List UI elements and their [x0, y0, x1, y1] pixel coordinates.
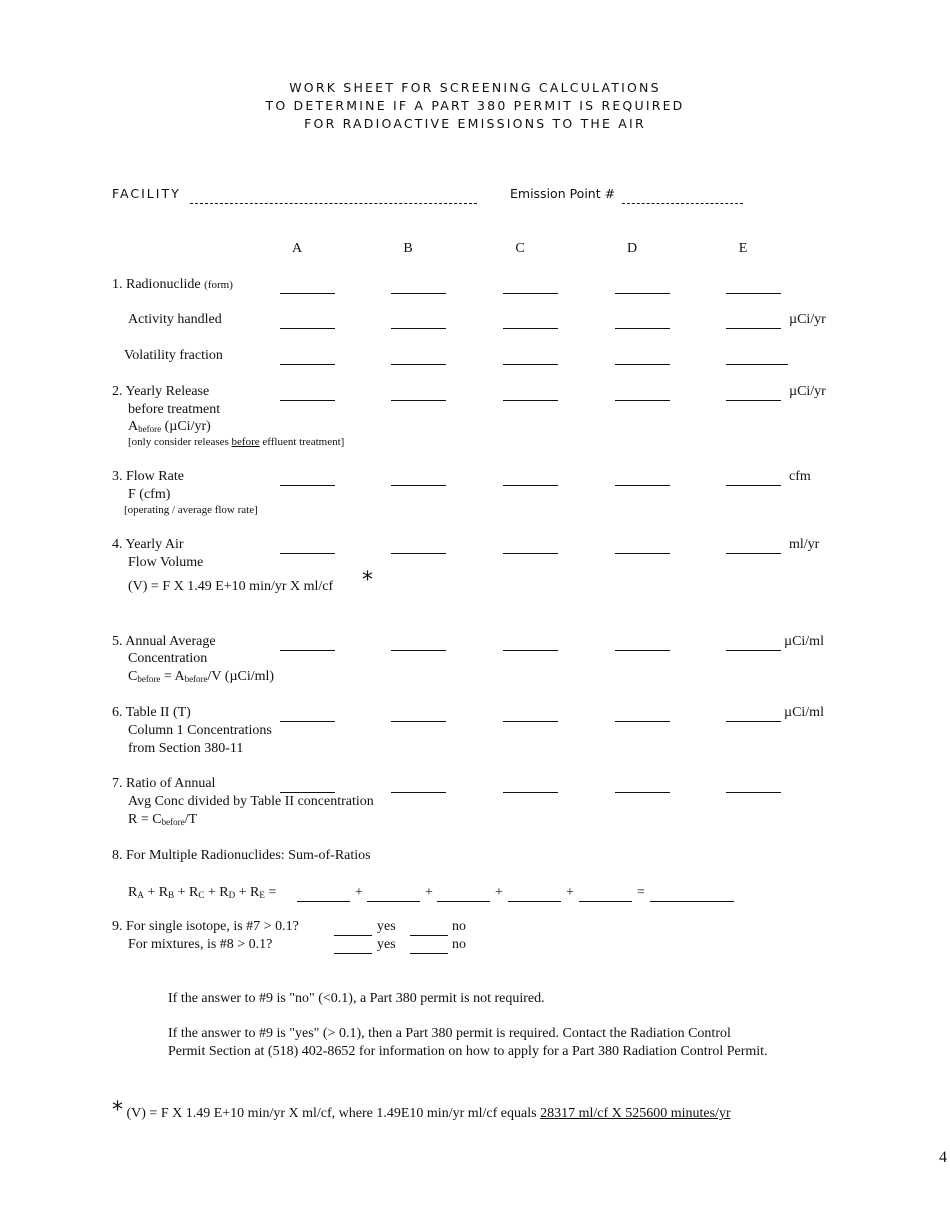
page-number: 4 — [939, 1149, 947, 1166]
row-7-field-e[interactable] — [726, 792, 781, 793]
equals-sign: = — [637, 885, 645, 900]
row-6-unit: µCi/ml — [784, 705, 824, 720]
row-1-field-a[interactable] — [280, 293, 335, 294]
volatility-field-e[interactable] — [726, 364, 788, 365]
row-1-field-d[interactable] — [615, 293, 670, 294]
row-7-field-c[interactable] — [503, 792, 558, 793]
sum-field-c[interactable] — [437, 901, 490, 902]
row-5-field-e[interactable] — [726, 650, 781, 651]
row-6-field-c[interactable] — [503, 721, 558, 722]
row-9-mixtures: For mixtures, is #8 > 0.1? — [128, 937, 273, 952]
row-2-field-c[interactable] — [503, 400, 558, 401]
row-5-formula: $C_{before} = A_{before}/V$ (µCi/ml) — [128, 669, 275, 684]
sum-field-a[interactable] — [297, 901, 350, 902]
row-2-field-d[interactable] — [615, 400, 670, 401]
row-4-label: 4. Yearly Air — [112, 537, 184, 552]
sum-field-d[interactable] — [508, 901, 561, 902]
row-3-label: 3. Flow Rate — [112, 469, 184, 484]
row-3-field-a[interactable] — [280, 485, 335, 486]
mixture-no-label: no — [452, 937, 466, 952]
row-2-formula: $A_{before}$ (µCi/yr) — [128, 419, 211, 434]
row-5-label: 5. Annual Average — [112, 634, 216, 649]
row-6-field-e[interactable] — [726, 721, 781, 722]
row-2-field-b[interactable] — [391, 400, 446, 401]
column-header-b: B — [403, 241, 413, 256]
facility-label: FACILITY — [112, 186, 181, 201]
column-header-e: E — [738, 241, 748, 256]
activity-field-a[interactable] — [280, 328, 335, 329]
row-8-label: 8. For Multiple Radionuclides: Sum-of-Ratios — [112, 848, 371, 863]
row-7-field-a[interactable] — [280, 792, 335, 793]
row-5-field-d[interactable] — [615, 650, 670, 651]
row-2-note: [only consider releases before effluent treatment] — [128, 436, 345, 448]
row-6-field-a[interactable] — [280, 721, 335, 722]
row-3-field-e[interactable] — [726, 485, 781, 486]
row-6-label: 6. Table II (T) — [112, 705, 191, 720]
column-header-d: D — [626, 241, 638, 256]
row-7-field-b[interactable] — [391, 792, 446, 793]
title-line-2: TO DETERMINE IF A PART 380 PERMIT IS REQUIRED — [265, 98, 685, 113]
row-1-field-b[interactable] — [391, 293, 446, 294]
row-4-asterisk: * — [362, 568, 373, 593]
row-4-field-b[interactable] — [391, 553, 446, 554]
activity-field-b[interactable] — [391, 328, 446, 329]
row-1-field-c[interactable] — [503, 293, 558, 294]
plus-sign-4: + — [566, 885, 574, 900]
volatility-field-d[interactable] — [615, 364, 670, 365]
column-header-c: C — [515, 241, 525, 256]
row-2-sublabel: before treatment — [128, 402, 221, 417]
row-5-sublabel: Concentration — [128, 651, 208, 666]
row-3-sublabel: F (cfm) — [128, 487, 171, 502]
note-not-required: If the answer to #9 is "no" (<0.1), a Part 380 permit is not required. — [168, 991, 545, 1006]
row-2-field-e[interactable] — [726, 400, 781, 401]
row-1-label: 1. Radionuclide (form) — [112, 277, 233, 292]
row-4-field-a[interactable] — [280, 553, 335, 554]
plus-sign-2: + — [425, 885, 433, 900]
row-5-unit: µCi/ml — [784, 634, 824, 649]
single-yes-field[interactable] — [334, 935, 372, 936]
activity-field-d[interactable] — [615, 328, 670, 329]
note-required-line-2: Permit Section at (518) 402-8652 for information on how to apply for a Part 380 Radiation Control Permit. — [168, 1044, 768, 1059]
mixture-no-field[interactable] — [410, 953, 448, 954]
row-2-field-a[interactable] — [280, 400, 335, 401]
row-6-sublabel: Column 1 Concentrations — [128, 723, 272, 738]
row-4-field-d[interactable] — [615, 553, 670, 554]
volatility-field-b[interactable] — [391, 364, 446, 365]
row-6-field-b[interactable] — [391, 721, 446, 722]
note-required-line-1: If the answer to #9 is "yes" (> 0.1), then a Part 380 permit is required. Contact the Radiation Control — [168, 1026, 731, 1041]
row-4-unit: ml/yr — [789, 537, 820, 552]
row-7-label: 7. Ratio of Annual — [112, 776, 216, 791]
plus-sign-1: + — [355, 885, 363, 900]
single-no-label: no — [452, 919, 466, 934]
emission-point-field[interactable] — [622, 202, 743, 204]
emission-point-label: Emission Point # — [510, 186, 616, 201]
row-6-source: from Section 380-11 — [128, 741, 244, 756]
sum-total-field[interactable] — [650, 901, 734, 902]
row-4-formula: (V) = F X 1.49 E+10 min/yr X ml/cf — [128, 579, 334, 594]
footnote: * (V) = F X 1.49 E+10 min/yr X ml/cf, where 1.49E10 min/yr ml/cf equals 28317 ml/cf X 525600 minutes/yr — [112, 1098, 731, 1123]
row-5-field-b[interactable] — [391, 650, 446, 651]
row-9-single-isotope: 9. For single isotope, is #7 > 0.1? — [112, 919, 299, 934]
title-line-1: WORK SHEET FOR SCREENING CALCULATIONS — [289, 80, 661, 95]
sum-field-e[interactable] — [579, 901, 632, 902]
footnote-asterisk: * — [112, 1098, 123, 1123]
row-2-label: 2. Yearly Release — [112, 384, 210, 399]
row-3-unit: cfm — [789, 469, 811, 484]
row-5-field-a[interactable] — [280, 650, 335, 651]
row-4-field-c[interactable] — [503, 553, 558, 554]
row-4-sublabel: Flow Volume — [128, 555, 204, 570]
row-6-field-d[interactable] — [615, 721, 670, 722]
row-3-field-c[interactable] — [503, 485, 558, 486]
mixture-yes-field[interactable] — [334, 953, 372, 954]
row-5-field-c[interactable] — [503, 650, 558, 651]
row-7-field-d[interactable] — [615, 792, 670, 793]
row-7-sublabel: Avg Conc divided by Table II concentration — [128, 794, 374, 809]
sum-of-ratios-formula: $R_A + R_B + R_C + R_D + R_E$ = — [128, 885, 277, 900]
row-4-field-e[interactable] — [726, 553, 781, 554]
column-header-a: A — [291, 241, 303, 256]
single-no-field[interactable] — [410, 935, 448, 936]
activity-field-c[interactable] — [503, 328, 558, 329]
activity-unit: µCi/yr — [789, 312, 826, 327]
row-3-field-b[interactable] — [391, 485, 446, 486]
volatility-field-c[interactable] — [503, 364, 558, 365]
row-2-unit: µCi/yr — [789, 384, 826, 399]
row-3-field-d[interactable] — [615, 485, 670, 486]
activity-field-e[interactable] — [726, 328, 781, 329]
row-3-note: [operating / average flow rate] — [124, 504, 258, 516]
activity-label: Activity handled — [128, 312, 222, 327]
facility-field[interactable] — [190, 202, 477, 204]
volatility-field-a[interactable] — [280, 364, 335, 365]
mixture-yes-label: yes — [377, 937, 396, 952]
row-7-formula: $R = C_{before}/T$ — [128, 812, 198, 827]
title-line-3: FOR RADIOACTIVE EMISSIONS TO THE AIR — [304, 116, 646, 131]
row-1-field-e[interactable] — [726, 293, 781, 294]
volatility-label: Volatility fraction — [124, 348, 223, 363]
plus-sign-3: + — [495, 885, 503, 900]
sum-field-b[interactable] — [367, 901, 420, 902]
single-yes-label: yes — [377, 919, 396, 934]
